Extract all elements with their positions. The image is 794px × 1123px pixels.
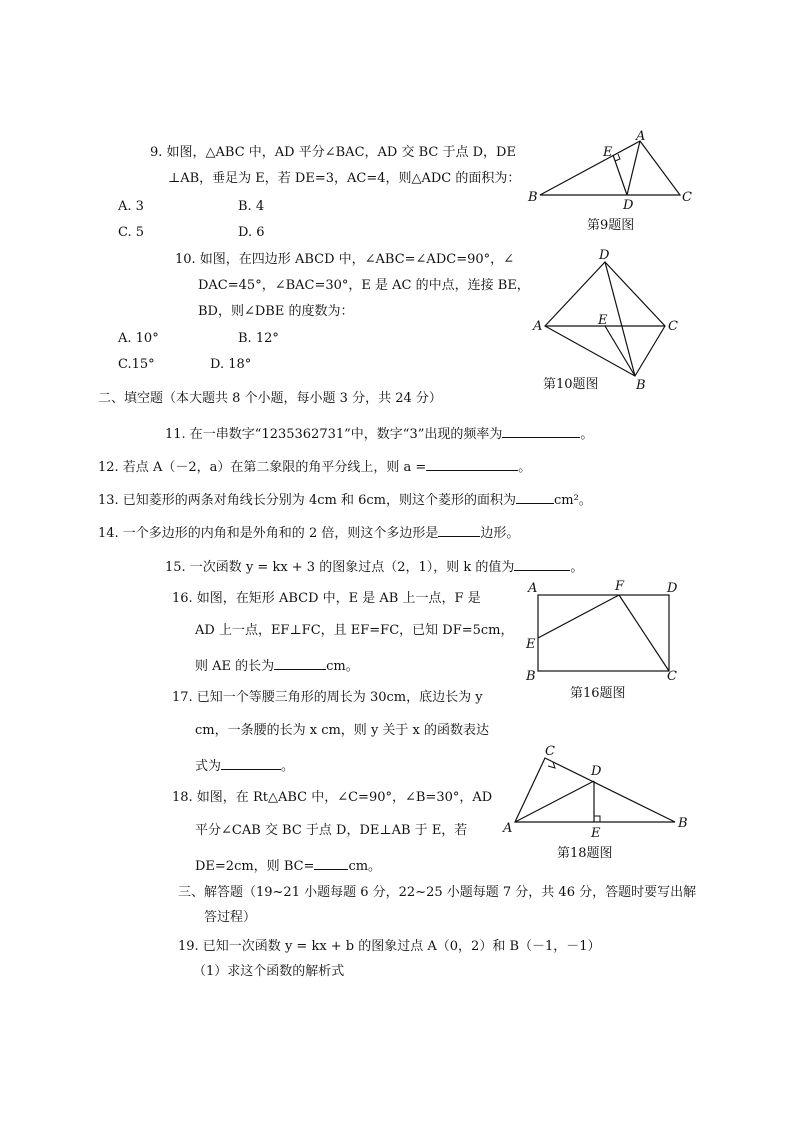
q19-sub1: （1）求这个函数的解析式 <box>193 964 345 979</box>
section3-heading-line1: 三、解答题（19~21 小题每题 6 分，22~25 小题每题 7 分，共 46 分，答题时要写出解 <box>178 885 697 900</box>
q16-label-e: E <box>526 637 536 652</box>
q10-stem-line2: DAC=45°，∠BAC=30°，E 是 AC 的中点，连接 BE， <box>198 278 530 293</box>
q14-answer-blank[interactable] <box>438 522 480 537</box>
q11-answer-blank[interactable] <box>502 423 580 438</box>
section3-heading-line2: 答过程） <box>204 910 257 925</box>
q9-stem-line2: ⊥AB，垂足为 E，若 DE=3，AC=4，则△ADC 的面积为： <box>168 171 521 186</box>
q14: 14. 一个多边形的内角和是外角和的 2 倍，则这个多边形是 边形。 <box>98 522 519 543</box>
q18-label-c: C <box>545 744 555 759</box>
q10-option-d: D. 18° <box>210 357 252 372</box>
q9-label-d: D <box>623 198 634 213</box>
q10-caption: 第10题图 <box>543 377 599 392</box>
q18-stem-line1: 18. 如图，在 Rt△ABC 中，∠C=90°，∠B=30°，AD <box>172 790 493 805</box>
q13: 13. 已知菱形的两条对角线长分别为 4cm 和 6cm，则这个菱形的面积为 cm²。 <box>98 489 592 510</box>
q19-stem: 19. 已知一次函数 y = kx + b 的图象过点 A（0，2）和 B（－1，－1） <box>178 939 601 954</box>
q15-answer-blank[interactable] <box>514 556 570 571</box>
q18-answer-blank[interactable] <box>314 855 348 870</box>
q16-stem-line2: AD 上一点，EF⊥FC，且 EF=FC，已知 DF=5cm， <box>195 623 514 638</box>
q16-label-a: A <box>528 581 538 596</box>
q10-label-a: A <box>533 319 543 334</box>
q9-option-a: A. 3 <box>118 199 144 214</box>
q12-answer-blank[interactable] <box>426 456 518 471</box>
q16-label-b: B <box>526 669 536 684</box>
q18-label-a: A <box>503 821 513 836</box>
q16-label-d: D <box>667 581 678 596</box>
q18-caption: 第18题图 <box>557 846 613 861</box>
q16-label-f: F <box>615 579 625 594</box>
q16-stem-line3: 则 AE 的长为 cm。 <box>195 655 359 676</box>
q17-stem-line3: 式为 。 <box>195 755 294 776</box>
q16-figure <box>522 578 682 682</box>
q9-stem-line1: 9. 如图，△ABC 中，AD 平分∠BAC，AD 交 BC 于点 D，DE <box>150 145 516 160</box>
q9-option-c: C. 5 <box>118 225 145 240</box>
q16-label-c: C <box>667 669 677 684</box>
q10-stem-line1: 10. 如图，在四边形 ABCD 中，∠ABC=∠ADC=90°，∠ <box>175 252 515 267</box>
q18-label-b: B <box>678 816 688 831</box>
q10-label-e: E <box>598 313 608 328</box>
q9-caption: 第9题图 <box>587 218 635 233</box>
q10-option-b: B. 12° <box>238 331 279 346</box>
q10-option-a: A. 10° <box>118 331 159 346</box>
q17-stem-line1: 17. 已知一个等腰三角形的周长为 30cm，底边长为 y <box>172 690 483 705</box>
q17-stem-line2: cm，一条腰的长为 x cm，则 y 关于 x 的函数表达 <box>195 723 490 738</box>
q18-stem-line3: DE=2cm，则 BC= cm。 <box>195 855 381 876</box>
q17-answer-blank[interactable] <box>221 755 281 770</box>
q9-label-c: C <box>682 190 692 205</box>
q18-label-d: D <box>591 764 602 779</box>
q11: 11. 在一串数字“1235362731”中，数字“3”出现的频率为 。 <box>165 423 593 444</box>
q18-label-e: E <box>591 826 601 841</box>
section2-heading: 二、填空题（本大题共 8 个小题，每小题 3 分，共 24 分） <box>98 391 442 406</box>
q18-stem-line2: 平分∠CAB 交 BC 于点 D，DE⊥AB 于 E，若 <box>195 823 468 838</box>
q10-label-d: D <box>599 248 610 263</box>
q18-figure <box>500 740 700 840</box>
q9-figure <box>528 128 698 213</box>
q9-option-d: D. 6 <box>238 225 265 240</box>
q10-label-c: C <box>668 319 678 334</box>
q15: 15. 一次函数 y = kx + 3 的图象过点（2，1），则 k 的值为 。 <box>165 556 583 577</box>
q9-label-a: A <box>636 129 646 144</box>
q9-label-e: E <box>603 145 613 160</box>
q16-answer-blank[interactable] <box>274 655 326 670</box>
q10-option-c: C.15° <box>118 357 155 372</box>
q12: 12. 若点 A（－2，a）在第二象限的角平分线上，则 a = 。 <box>98 456 531 477</box>
q9-option-b: B. 4 <box>238 199 265 214</box>
q13-answer-blank[interactable] <box>516 489 554 504</box>
q9-label-b: B <box>528 190 538 205</box>
q10-figure <box>530 248 690 393</box>
q10-stem-line3: BD，则∠DBE 的度数为： <box>198 304 354 319</box>
q16-caption: 第16题图 <box>570 686 626 701</box>
q10-label-b: B <box>636 378 646 393</box>
q16-stem-line1: 16. 如图，在矩形 ABCD 中，E 是 AB 上一点，F 是 <box>172 591 481 606</box>
